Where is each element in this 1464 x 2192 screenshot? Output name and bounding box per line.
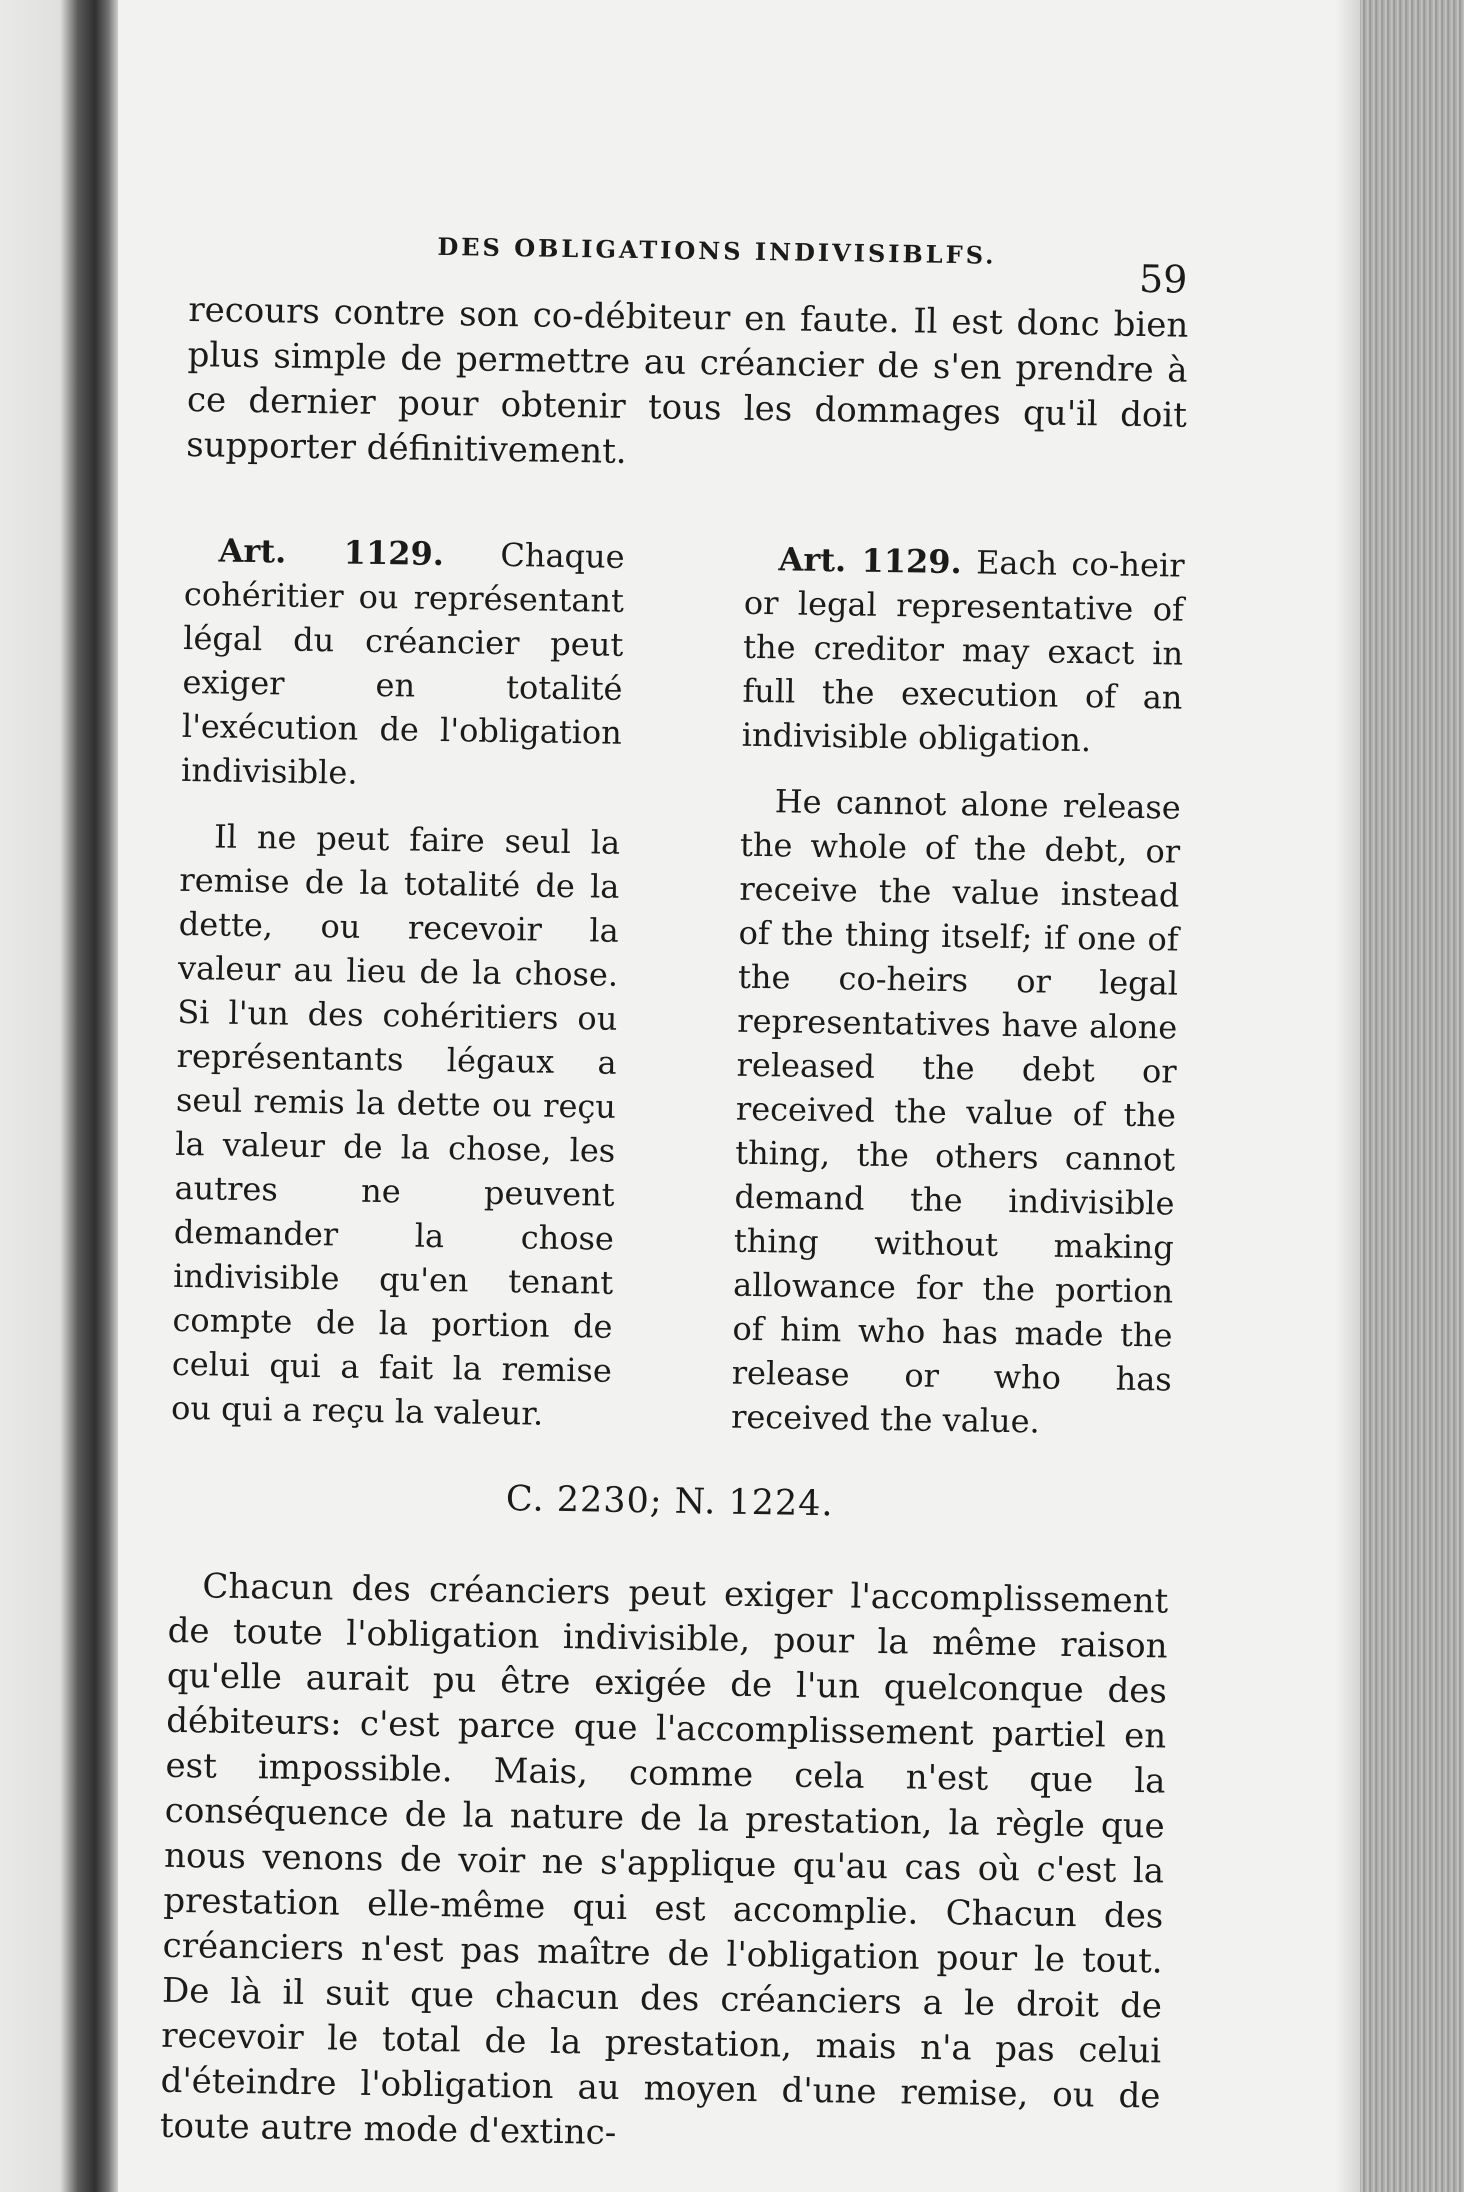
running-title: DES OBLIGATIONS INDIVISIBLFS. — [437, 231, 997, 270]
french-article-para1 — [181, 528, 625, 799]
english-article-para1 — [741, 537, 1184, 764]
bilingual-columns — [170, 528, 1184, 1468]
english-para1-text: Each co-heir or legal representative of the creditor may exact in full the execution of an indivisible obligation. — [741, 543, 1185, 760]
french-article-para2: Il ne peut faire seul la remise de la totalité de la dette, ou recevoir la valeur au lieu de la chose. Si l'un des cohéritiers ou représentants légaux a seul remis la dette ou reçu la valeur de la chose, les autres ne peuvent demander la chose indivisible qu'en tenant compte de la portion de celui qui a fait la remise ou qui a reçu la valeur. — [170, 817, 621, 1433]
book-page — [118, 0, 1360, 2192]
page-number: 59 — [1138, 256, 1188, 302]
bottom-paragraph: Chacun des créanciers peut exiger l'accomplissement de toute l'obligation indivisible, pour la même raison qu'elle aurait pu être exigée de l'un quelconque des débiteurs: c'est parce que l'accomplissement partiel en est impossible. Mais, comme cela n'est que la conséquence de la nature de la prestation, la règle que nous venons de voir ne s'applique qu'au cas où c'est la prestation elle-même qui est accomplie. Chacun des créanciers n'est pas maître de l'obligation pour le tout. De là il suit que chacun des créanciers a le droit de recevoir le total de la prestation, mais n'a pas celui d'éteindre l'obligation au moyen d'une remise, ou de toute autre mode d'extinc- — [159, 1566, 1169, 2153]
top-paragraph: recours contre son co-débiteur en faute. Il est donc bien plus simple de permettre au créancier de s'en prendre à ce dernier pour obtenir tous les dommages qu'il doit supporter définitivement. — [185, 289, 1189, 472]
english-article-para2: He cannot alone release the whole of the debt, or receive the value instead of the thing itself; if one of the co-heirs or legal representatives have alone released the debt or received the value of the thing, the others cannot demand the indivisible thing without making allowance for the portion of him who has made the release or who has received the value. — [730, 782, 1182, 1441]
french-column — [170, 528, 624, 1459]
article-citation: C. 2230; N. 1224. — [505, 1479, 834, 1525]
page-content — [160, 210, 1190, 2164]
book-binding — [0, 0, 118, 2192]
english-column — [730, 537, 1184, 1468]
running-head — [189, 210, 1190, 302]
english-article-label: Art. 1129. — [778, 540, 963, 582]
page-edges — [1360, 0, 1464, 2192]
french-article-label: Art. 1129. — [218, 531, 445, 574]
french-para1-text: Chaque cohéritier ou représentant légal du créancier peut exiger en totalité l'exécution de l'obligation indivisible. — [180, 535, 625, 792]
